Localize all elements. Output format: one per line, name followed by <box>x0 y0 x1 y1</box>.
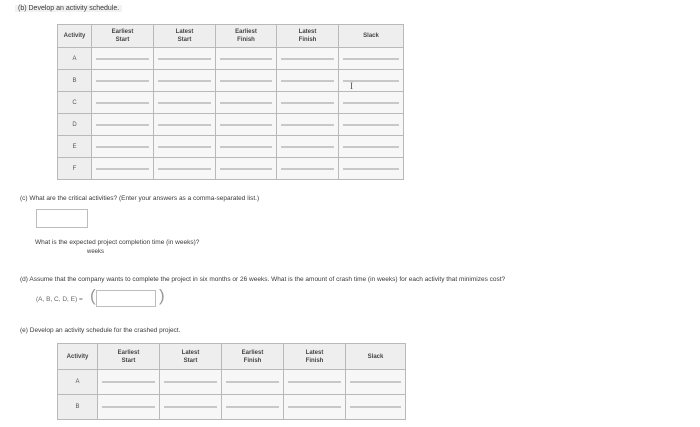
earliest-start-cell <box>92 92 154 114</box>
activity-label: A <box>58 48 92 70</box>
earliest-start-cell <box>92 114 154 136</box>
earliest-finish-input[interactable] <box>226 381 279 383</box>
earliest-start-input[interactable] <box>96 80 149 82</box>
earliest-finish-input[interactable] <box>220 58 272 60</box>
earliest-finish-cell <box>216 70 277 92</box>
earliest-finish-cell <box>222 370 284 395</box>
earliest-start-cell <box>98 370 160 395</box>
slack-cell <box>346 370 406 395</box>
latest-finish-cell <box>277 92 339 114</box>
crash-vector-label: (A, B, C, D, E) = <box>36 296 83 303</box>
latest-finish-cell <box>277 48 339 70</box>
activity-label: C <box>58 92 92 114</box>
table-header-row <box>58 25 404 48</box>
latest-finish-input[interactable] <box>281 80 334 82</box>
latest-start-cell <box>154 114 216 136</box>
part-d-question: (d) Assume that the company wants to complete the project in six months or 26 weeks. What is the amount of crash time (in weeks) for each activity that minimizes cost? <box>20 276 506 283</box>
latest-finish-input[interactable] <box>281 102 334 104</box>
latest-start-cell <box>154 70 216 92</box>
table-row <box>58 114 404 136</box>
latest-start-input[interactable] <box>164 381 217 383</box>
latest-start-input[interactable] <box>164 406 217 408</box>
latest-start-cell <box>154 48 216 70</box>
earliest-start-cell <box>92 48 154 70</box>
earliest-start-input[interactable] <box>96 58 149 60</box>
header-earliest-start: Earliest Start <box>98 344 160 370</box>
header-latest-finish: Latest Finish <box>277 25 339 48</box>
earliest-finish-cell <box>216 92 277 114</box>
slack-cell <box>339 92 404 114</box>
earliest-start-input[interactable] <box>96 146 149 148</box>
earliest-finish-input[interactable] <box>220 124 272 126</box>
earliest-start-input[interactable] <box>96 102 149 104</box>
earliest-start-cell <box>92 136 154 158</box>
slack-input[interactable] <box>343 146 399 148</box>
slack-input[interactable] <box>350 381 401 383</box>
slack-input[interactable] <box>343 58 399 60</box>
header-latest-finish: Latest Finish <box>284 344 346 370</box>
latest-start-cell <box>154 136 216 158</box>
earliest-finish-cell <box>222 395 284 420</box>
completion-time-question: What is the expected project completion time (in weeks)? <box>35 239 200 246</box>
table-row <box>58 136 404 158</box>
table-row <box>58 92 404 114</box>
latest-finish-input[interactable] <box>281 58 334 60</box>
earliest-finish-cell <box>216 136 277 158</box>
header-earliest-finish: Earliest Finish <box>222 344 284 370</box>
part-e-label: (e) Develop an activity schedule for the crashed project. <box>20 327 181 334</box>
slack-input[interactable] <box>343 102 399 104</box>
slack-cell <box>339 48 404 70</box>
activity-schedule-table <box>57 24 404 180</box>
earliest-start-input[interactable] <box>102 406 155 408</box>
latest-finish-cell <box>284 395 346 420</box>
latest-start-input[interactable] <box>158 124 211 126</box>
latest-start-cell <box>160 395 222 420</box>
earliest-finish-input[interactable] <box>220 102 272 104</box>
activity-label: E <box>58 136 92 158</box>
latest-start-input[interactable] <box>158 146 211 148</box>
latest-finish-cell <box>277 70 339 92</box>
slack-input[interactable] <box>343 168 399 170</box>
critical-activities-input[interactable] <box>36 209 88 228</box>
header-activity: Activity <box>58 344 98 370</box>
table-row <box>58 395 406 420</box>
earliest-start-cell <box>92 158 154 180</box>
slack-input[interactable] <box>343 124 399 126</box>
earliest-finish-cell <box>216 158 277 180</box>
earliest-finish-input[interactable] <box>220 80 272 82</box>
slack-cell <box>346 395 406 420</box>
latest-start-input[interactable] <box>158 80 211 82</box>
latest-finish-cell <box>277 114 339 136</box>
earliest-finish-input[interactable] <box>226 406 279 408</box>
header-latest-start: Latest Start <box>154 25 216 48</box>
text-cursor-icon: I <box>350 81 353 91</box>
earliest-finish-cell <box>216 48 277 70</box>
slack-cell <box>339 114 404 136</box>
activity-label: F <box>58 158 92 180</box>
latest-start-input[interactable] <box>158 58 211 60</box>
activity-label: B <box>58 395 98 420</box>
latest-start-cell <box>160 370 222 395</box>
activity-label: A <box>58 370 98 395</box>
open-paren: ( <box>90 286 96 305</box>
table-header-row <box>58 344 406 370</box>
activity-label: B <box>58 70 92 92</box>
earliest-start-input[interactable] <box>96 168 149 170</box>
header-latest-start: Latest Start <box>160 344 222 370</box>
earliest-finish-input[interactable] <box>220 168 272 170</box>
latest-finish-cell <box>277 136 339 158</box>
earliest-start-cell <box>98 395 160 420</box>
earliest-start-cell <box>92 70 154 92</box>
header-slack: Slack <box>346 344 406 370</box>
activity-label: D <box>58 114 92 136</box>
header-earliest-finish: Earliest Finish <box>216 25 277 48</box>
earliest-start-input[interactable] <box>96 124 149 126</box>
weeks-unit-label: weeks <box>87 249 105 255</box>
slack-cell <box>339 136 404 158</box>
slack-cell <box>339 70 404 92</box>
latest-start-cell <box>154 158 216 180</box>
latest-start-input[interactable] <box>158 102 211 104</box>
latest-finish-input[interactable] <box>288 406 341 408</box>
header-activity: Activity <box>58 25 92 48</box>
latest-finish-input[interactable] <box>288 381 341 383</box>
crashed-schedule-table <box>57 343 406 420</box>
header-slack: Slack <box>339 25 404 48</box>
latest-finish-cell <box>284 370 346 395</box>
crash-time-input[interactable] <box>96 290 156 307</box>
latest-finish-input[interactable] <box>281 146 334 148</box>
table-row <box>58 158 404 180</box>
header-earliest-start: Earliest Start <box>92 25 154 48</box>
table-row <box>58 370 406 395</box>
part-b-label: (b) Develop an activity schedule. <box>15 5 122 12</box>
close-paren: ) <box>159 286 165 305</box>
earliest-start-input[interactable] <box>102 381 155 383</box>
table-row <box>58 48 404 70</box>
latest-start-input[interactable] <box>158 168 211 170</box>
latest-finish-input[interactable] <box>281 124 334 126</box>
latest-finish-input[interactable] <box>281 168 334 170</box>
part-c-question: (c) What are the critical activities? (Enter your answers as a comma-separated list.) <box>20 195 260 202</box>
earliest-finish-cell <box>216 114 277 136</box>
latest-finish-cell <box>277 158 339 180</box>
slack-cell <box>339 158 404 180</box>
latest-start-cell <box>154 92 216 114</box>
earliest-finish-input[interactable] <box>220 146 272 148</box>
slack-input[interactable] <box>350 406 401 408</box>
